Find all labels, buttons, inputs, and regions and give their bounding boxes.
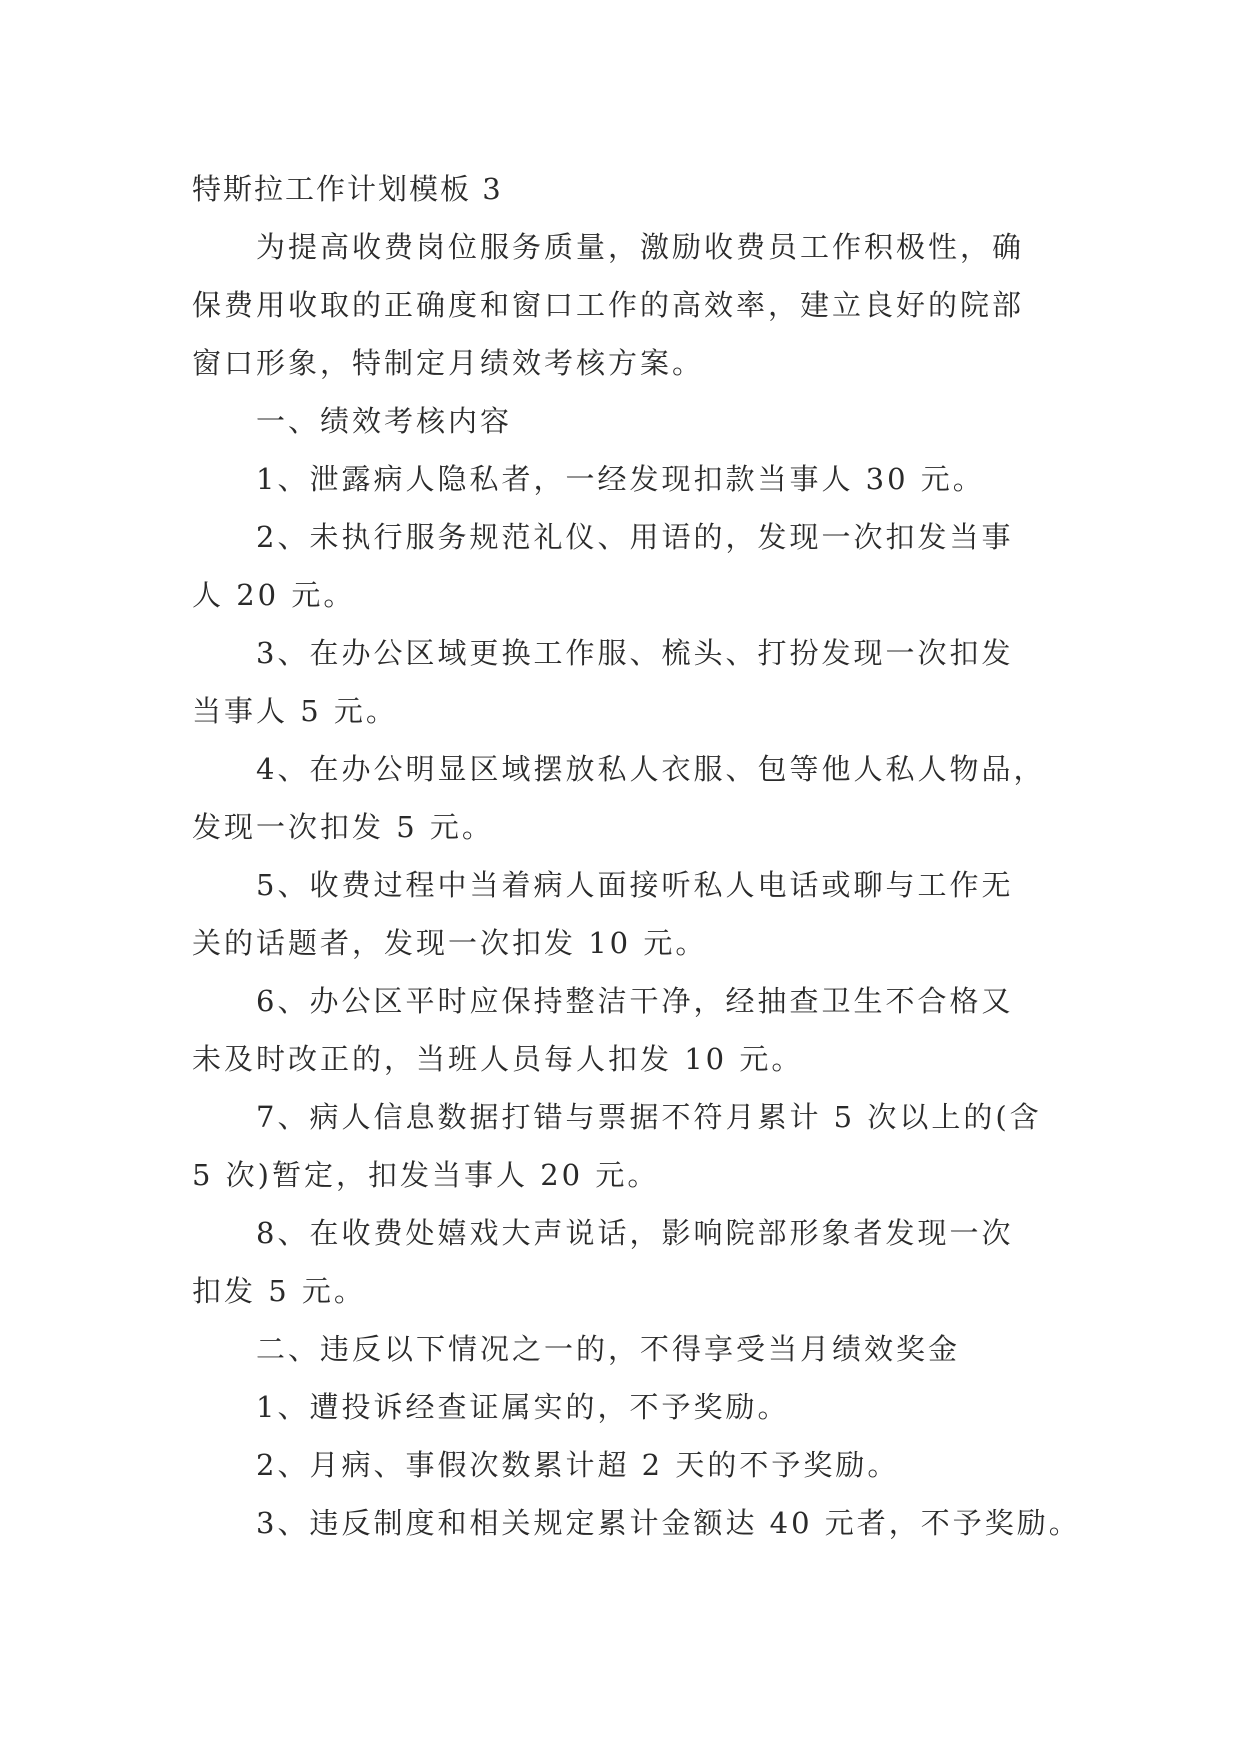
paragraph-line: 当事人 5 元。	[192, 694, 398, 728]
paragraph-line: 发现一次扣发 5 元。	[192, 810, 494, 844]
paragraph-line: 为提高收费岗位服务质量，激励收费员工作积极性，确	[256, 230, 1025, 264]
paragraph-line: 保费用收取的正确度和窗口工作的高效率，建立良好的院部	[192, 288, 1025, 322]
document-title: 特斯拉工作计划模板 3	[192, 172, 503, 206]
paragraph-line: 5 次)暂定，扣发当事人 20 元。	[192, 1158, 660, 1192]
paragraph-line: 2、未执行服务规范礼仪、用语的，发现一次扣发当事	[256, 520, 1014, 554]
paragraph-line: 人 20 元。	[192, 578, 356, 612]
list-item-4	[192, 740, 1061, 856]
paragraph-line: 7、病人信息数据打错与票据不符月累计 5 次以上的(含	[256, 1100, 1042, 1134]
paragraph-intro	[192, 218, 1061, 392]
paragraph-line: 3、在办公区域更换工作服、梳头、打扮发现一次扣发	[256, 636, 1014, 670]
list-item-6	[192, 972, 1061, 1088]
list-item-5	[192, 856, 1061, 972]
section-heading-1	[192, 392, 1061, 450]
paragraph-line: 窗口形象，特制定月绩效考核方案。	[192, 346, 705, 380]
list-item-2	[192, 508, 1061, 624]
paragraph-line: 关的话题者，发现一次扣发 10 元。	[192, 926, 708, 960]
paragraph-line: 5、收费过程中当着病人面接听私人电话或聊与工作无	[256, 868, 1014, 902]
list-item-7	[192, 1088, 1061, 1204]
paragraph-line: 扣发 5 元。	[192, 1274, 366, 1308]
list-item-9	[192, 1378, 1061, 1436]
list-item-1	[192, 450, 1061, 508]
list-item-11	[192, 1494, 1081, 1552]
list-item-8	[192, 1204, 1061, 1320]
paragraph-line: 二、违反以下情况之一的，不得享受当月绩效奖金	[256, 1332, 961, 1366]
paragraph-line: 8、在收费处嬉戏大声说话，影响院部形象者发现一次	[256, 1216, 1014, 1250]
paragraph-line: 未及时改正的，当班人员每人扣发 10 元。	[192, 1042, 804, 1076]
list-item-10	[192, 1436, 1061, 1494]
paragraph-line: 1、泄露病人隐私者，一经发现扣款当事人 30 元。	[256, 462, 985, 496]
paragraph-line: 一、绩效考核内容	[256, 404, 513, 438]
list-item-3	[192, 624, 1061, 740]
paragraph-line: 3、违反制度和相关规定累计金额达 40 元者，不予奖励。	[256, 1506, 1081, 1540]
paragraph-line: 1、遭投诉经查证属实的，不予奖励。	[256, 1390, 790, 1424]
paragraph-line: 4、在办公明显区域摆放私人衣服、包等他人私人物品，	[256, 752, 1046, 786]
section-heading-2	[192, 1320, 1061, 1378]
paragraph-line: 2、月病、事假次数累计超 2 天的不予奖励。	[256, 1448, 900, 1482]
paragraph-line: 6、办公区平时应保持整洁干净，经抽查卫生不合格又	[256, 984, 1014, 1018]
